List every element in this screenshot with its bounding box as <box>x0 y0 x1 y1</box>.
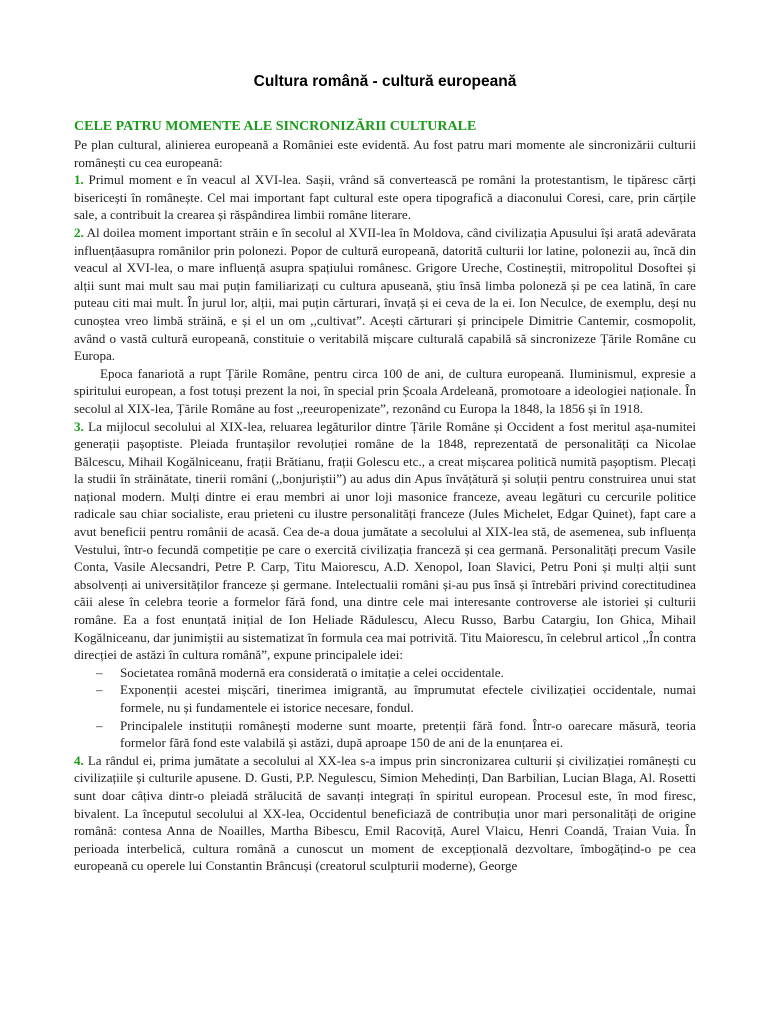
moment-3-paragraph <box>74 418 696 664</box>
moment-4-paragraph <box>74 752 696 875</box>
moment-2-text: Al doilea moment important străin e în secolul al XVII-lea în Moldova, când civilizația Apusului își arată adevărata influențăasupra românilor prin polonezi. Popor de cultură europeană, datorită culturii lor latine, polonezii au, încă din veacul al XVI-lea, o mare influență asupra spațiului românesc. Grigore Ureche, Costineștii, mitropolitul Dosoftei și alții sunt mai mult sau mai puțin familiarizați cu cultura apuseană, știu însă limba poloneză și pe cea latină, în care puteau citi mai mult. În jurul lor, alții, mai puțin cărturari, învață și ei ceva de la ei. Ion Neculce, de exemplu, deși nu cunoștea vreo limbă străină, e și el un om ,,cultivat”. Acești cărturari și principele Dimitrie Cantemir, cosmopolit, având o vastă cultură europeană, constituie o veritabilă mișcare culturală capabilă să sincronizeze Țările Române cu Europa. <box>74 224 696 364</box>
list-item-text: Exponenții acestei mișcări, tinerimea imigrantă, au împrumutat efectele civilizației occidentale, numai formele, nu și fundamentele ei istorice necesare, fondul. <box>120 682 696 715</box>
bullet-dash: – <box>96 682 103 698</box>
page-title: Cultura română - cultură europeană <box>253 73 517 90</box>
moment-3-text: La mijlocul secolului al XIX-lea, reluarea legăturilor dintre Țările Române și Occident a fost meritul așa-numitei generații pașoptiste. Pleiada fruntașilor revoluției române de la 1848, reprezentată de personalități ca Nicolae Bălcescu, Mihail Kogălniceanu, frații Brătianu, frații Golescu etc., a creat mișcarea politică numită pașoptism. Plecați la studii în străinătate, tinerii români (,,bonjuriștii”) au adus din Apus învățătură și soluții pentru construirea unui stat național modern. Mulți dintre ei erau membri ai unor loji masonice franceze, aveau legături cu cercurile politice radicale sau chiar socialiste, erau prieteni cu ilustre personalități franceze (Jules Michelet, Edgar Quinet), fapt care a avut beneficii pentru românii de acasă. Cea de-a doua jumătate a secolului al XIX-lea stă, de asemenea, sub influența Vestului, într-o fecundă competiție pe care o exercită civilizația franceză și cea germană. Personalități precum Vasile Conta, Vasile Alecsandri, Petre P. Carp, Titu Maiorescu, A.D. Xenopol, Ioan Slavici, Petru Poni și mulți alții sunt absolvenți ai universităților franceze și germane. Intelectualii români și-au pus însă și întrebări privind corectitudinea căii alese în celebra teorie a formelor fără fond, una dintre cele mai interesante controverse ale istoriei și culturii române. Ea a fost enunțată inițial de Ion Heliade Rădulescu, Alecu Russo, Barbu Catargiu, Ion Ghica, Mihail Kogălniceanu, dar junimiștii au sistematizat în formula cea mai potrivită. Titu Maiorescu, în celebrul articol ,,În contra direcției de astăzi în cultura română”, expune principalele idei: <box>74 418 696 663</box>
list-item <box>96 717 696 752</box>
moment-1-text: Primul moment e în veacul al XVI-lea. Sașii, vrând să convertească pe români la protestantism, le tipăresc cărți bisericești în românește. Cel mai important fapt cultural este opera tipografică a diaconului Coresi, care, prin cărțile sale, a contribuit la crearea și răspândirea limbii române literare. <box>74 172 696 223</box>
moment-2-paragraph <box>74 224 696 365</box>
list-item-text: Principalele instituții românești moderne sunt moarte, pretenții fără fond. Într-o oarecare măsură, teoria formelor fără fond este valabilă și astăzi, după aproape 150 de ani de la enunțarea ei. <box>120 717 696 751</box>
list-item-text: Societatea română modernă era considerată o imitație a celei occidentale. <box>120 664 504 680</box>
moment-2-continuation: Epoca fanariotă a rupt Țările Române, pentru circa 100 de ani, de cultura europeană. Iluminismul, expresie a spiritului european, a fost totuși prezent la noi, în special prin Școala Ardeleană, promotoare a ideologiei naționale. În secolul al XIX-lea, Țările Române au fost ,,reeuropenizate”, rezonând cu Europa la 1848, la 1856 și în 1918. <box>74 365 696 416</box>
moment-2-number: 2. <box>74 224 84 240</box>
moment-4-text: La rândul ei, prima jumătate a secolului al XX-lea s-a impus prin sincronizarea culturii și civilizației românești cu civilizațiile și culturile apusene. D. Gusti, P.P. Negulescu, Simion Mehedinți, Dan Barbilian, Lucian Blaga, Al. Rosetti sunt doar câțiva dintr-o pleiadă strălucită de savanți integrați în spiritul european. Procesul este, în mod firesc, bivalent. La începutul secolului al XX-lea, Occidentul beneficiază de contribuția unor mari personalități de origine română: contesa Anna de Noailles, Martha Bibescu, Emil Racoviță, Aurel Vlaicu, Henri Coandă, Traian Vuia. În perioada interbelică, cultura română a cunoscut un moment de excepțională dezvoltare, îmbogățind-o pe cea europeană cu operele lui Constantin Brâncuși (creatorul sculpturii moderne), George <box>74 752 696 874</box>
bullet-dash: – <box>96 717 103 733</box>
moment-1-paragraph <box>74 171 696 224</box>
intro-paragraph: Pe plan cultural, alinierea europeană a României este evidentă. Au fost patru mari momente ale sincronizării culturii românești cu cea europeană: <box>74 137 696 170</box>
document-page <box>74 72 696 875</box>
list-item <box>96 664 696 682</box>
bullet-dash: – <box>96 664 103 680</box>
moment-4-number: 4. <box>74 752 84 768</box>
section-heading: CELE PATRU MOMENTE ALE SINCRONIZĂRII CULTURALE <box>74 119 477 134</box>
maiorescu-ideas-list <box>74 664 696 752</box>
list-item <box>96 681 696 716</box>
moment-1-number: 1. <box>74 172 84 188</box>
moment-3-number: 3. <box>74 418 84 434</box>
